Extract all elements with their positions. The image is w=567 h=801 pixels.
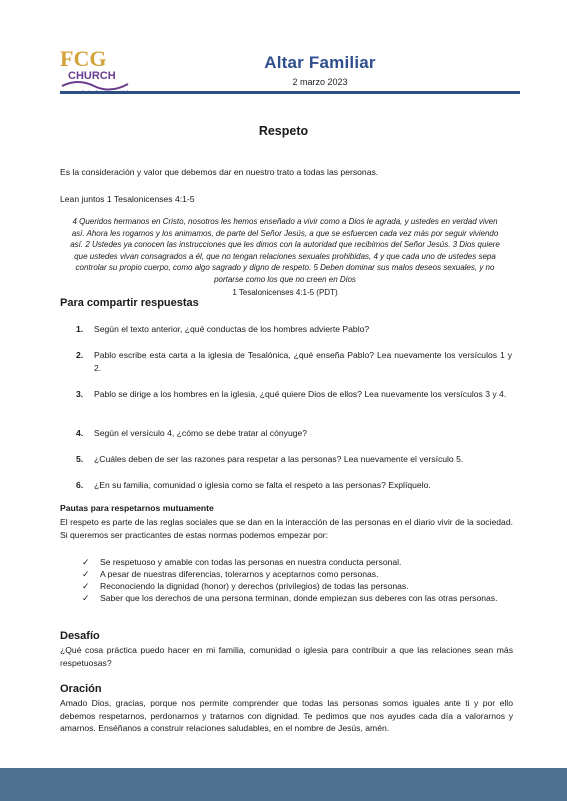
checkmark-icon: ✓ [82,593,90,603]
header-date: 2 marzo 2023 [292,77,348,87]
share-section-title: Para compartir respuestas [60,297,199,309]
question-text: Según el texto anterior, ¿qué conductas de los hombres advierte Pablo? [94,324,370,334]
guideline-text: A pesar de nuestras diferencias, tolerarnos y aceptarnos como personas. [100,569,379,579]
intro-text: Es la consideración y valor que debemos dar en nuestro trato a todas las personas. [60,167,379,177]
challenge-title: Desafío [60,630,100,642]
question-number: 2. [76,350,84,360]
header-divider [60,91,520,94]
question-item [76,479,512,492]
question-text: ¿En su familia, comunidad o iglesia como se falta el respeto a las personas? Explíquelo. [94,480,431,490]
checkmark-icon: ✓ [82,557,90,567]
question-text: Pablo escribe esta carta a la iglesia de Tesalónica, ¿qué enseña Pablo? Lea nuevamente los versículos 1 y 2. [94,350,512,373]
question-number: 3. [76,389,84,399]
question-text: ¿Cuáles deben de ser las razones para respetar a las personas? Lea nuevamente el versículo 5. [94,454,464,464]
question-item [76,453,512,466]
question-number: 1. [76,324,84,334]
reading-reference: Lean juntos 1 Tesalonicenses 4:1-5 [60,194,195,204]
question-item [76,349,512,375]
checkmark-icon: ✓ [82,569,90,579]
question-number: 4. [76,428,84,438]
question-number: 5. [76,454,84,464]
question-item [76,388,512,401]
scripture-reference: 1 Tesalonicenses 4:1-5 (PDT) [232,288,338,297]
guidelines-title: Pautas para respetarnos mutuamente [60,503,214,513]
guideline-item [82,592,512,605]
guideline-text: Reconociendo la dignidad (honor) y derechos (privilegios) de todas las personas. [100,581,409,591]
header-title: Altar Familiar [264,53,376,72]
prayer-text: Amado Dios, gracias, porque nos permite comprender que todas las personas somos iguales ante ti y por ello debemos respetarnos, perdonarnos y tratarnos con dignidad. Te pedimos que nos ayudes cada día a valorarnos y amarnos. Enséñanos a construir relaciones saludables, en el nombre de Jesús, amén. [60,698,513,733]
guidelines-text: El respeto es parte de las reglas sociales que se dan en la interacción de las personas en el diario vivir de la sociedad. Si queremos ser practicantes de estas normas podemos empezar por: [60,517,513,540]
question-text: Pablo se dirige a los hombres en la iglesia, ¿qué quiere Dios de ellos? Lea nuevamente los versículos 3 y 4. [94,389,507,399]
question-item [76,427,512,440]
guideline-text: Saber que los derechos de una persona terminan, donde empiezan sus deberes con las otras personas. [100,593,498,603]
church-logo [58,44,136,96]
question-item [76,323,512,336]
guideline-item [82,556,512,569]
footer-band [0,768,567,801]
question-text: Según el versículo 4, ¿cómo se debe tratar al cónyuge? [94,428,308,438]
question-number: 6. [76,480,84,490]
guideline-text: Se respetuoso y amable con todas las personas en nuestra conducta personal. [100,557,402,567]
scripture-passage: 4 Queridos hermanos en Cristo, nosotros les hemos enseñado a vivir como a Dios le agrada, y ustedes en verdad viven así. Ahora les rogamos y los animamos, de parte del Señor Jesús, a que se esfuercen cada vez más por seguir viviendo así. 2 Ustedes ya conocen las instrucciones que les dimos con la autoridad que recibimos del Señor Jesús. 3 Dios quiere que ustedes vivan consagrados a él, que no tengan relaciones sexuales prohibidas, 4 y que cada uno de ustedes sepa controlar su propio cuerpo, como algo sagrado y digno de respeto. 5 Deben dominar sus malos deseos sexuales, y no portarse como los que no creen en Dios [70,217,500,284]
guideline-item [82,568,512,581]
checkmark-icon: ✓ [82,581,90,591]
logo-church: CHURCH [68,70,116,82]
guideline-item [82,580,512,593]
challenge-text: ¿Qué cosa práctica puedo hacer en mi familia, comunidad o iglesia para contribuir a que las relaciones sean más respetuosas? [60,645,513,668]
prayer-title: Oración [60,683,102,695]
logo-letters: FCG [60,46,107,71]
page-title: Respeto [258,124,309,138]
